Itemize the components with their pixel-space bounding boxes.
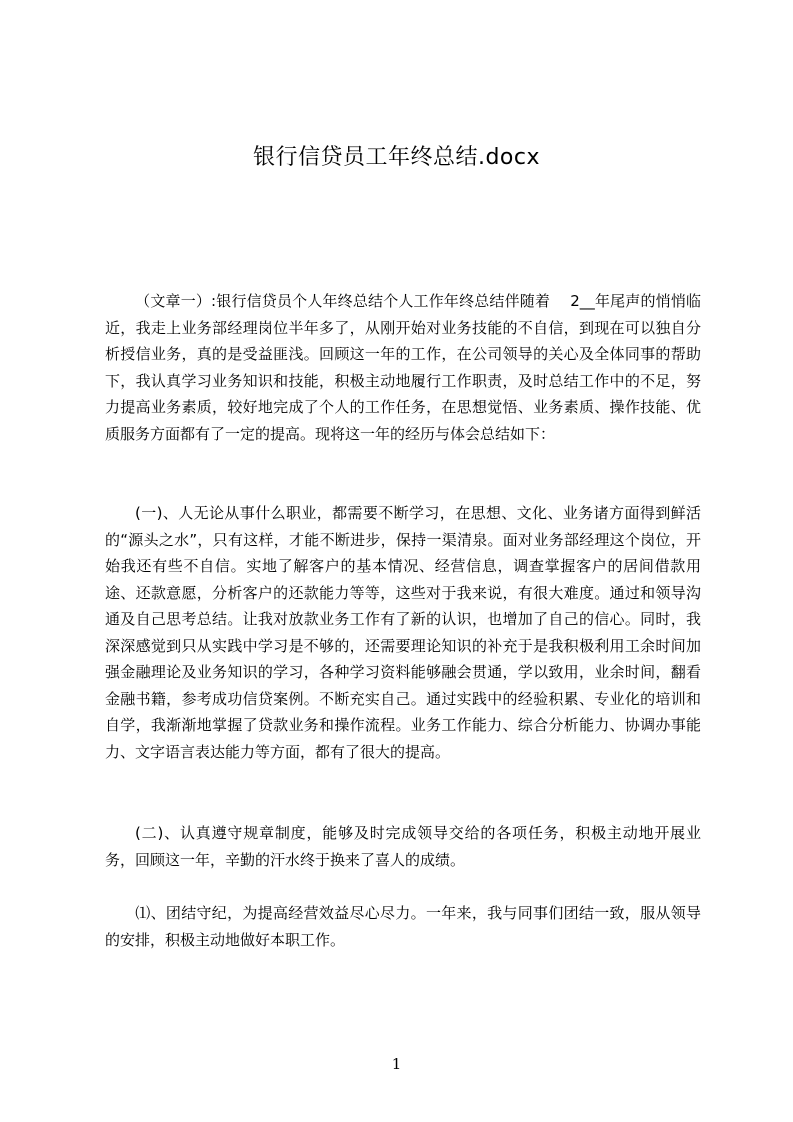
paragraph-subsection-1 <box>105 900 701 953</box>
paragraph-text: （文章一）:银行信贷员个人年终总结个人工作年终总结伴随着 2__年尾声的悄悄临近，我走上业务部经理岗位半年多了，从刚开始对业务技能的不自信，到现在可以独自分析授信业务，真的是受益匪浅。回顾这一年的工作，在公司领导的关心及全体同事的帮助下，我认真学习业务知识和技能，积极主动地履行工作职责，及时总结工作中的不足，努力提高业务素质，较好地完成了个人的工作任务，在思想觉悟、业务素质、操作技能、优质服务方面都有了一定的提高。现将这一年的经历与体会总结如下： <box>105 292 701 443</box>
paragraph-text: ⑴、团结守纪，为提高经营效益尽心尽力。一年来，我与同事们团结一致，服从领导的安排，积极主动地做好本职工作。 <box>105 904 701 949</box>
paragraph-intro <box>105 288 701 447</box>
paragraph-section-2 <box>105 820 701 873</box>
paragraph-text: (二)、认真遵守规章制度，能够及时完成领导交给的各项任务，积极主动地开展业务，回顾这一年，辛勤的汗水终于换来了喜人的成绩。 <box>105 824 701 869</box>
paragraph-text: (一)、人无论从事什么职业，都需要不断学习，在思想、文化、业务诸方面得到鲜活的“源头之水”，只有这样，才能不断进步，保持一渠清泉。面对业务部经理这个岗位，开始我还有些不自信。实地了解客户的基本情况、经营信息，调查掌握客户的居间借款用途、还款意愿，分析客户的还款能力等等，这些对于我来说，有很大难度。通过和领导沟通及自己思考总结。让我对放款业务工作有了新的认识，也增加了自己的信心。同时，我深深感觉到只从实践中学习是不够的，还需要理论知识的补充于是我积极利用工余时间加强金融理论及业务知识的学习，各种学习资料能够融会贯通，学以致用，业余时间，翻看金融书籍，参考成功信贷案例。不断充实自己。通过实践中的经验积累、专业化的培训和自学，我渐渐地掌握了贷款业务和操作流程。业务工作能力、综合分析能力、协调办事能力、文字语言表达能力等方面，都有了很大的提高。 <box>105 504 701 761</box>
page-number: 1 <box>391 1055 402 1073</box>
paragraph-section-1 <box>105 500 701 765</box>
document-title: 银行信贷员工年终总结.docx <box>252 145 541 170</box>
